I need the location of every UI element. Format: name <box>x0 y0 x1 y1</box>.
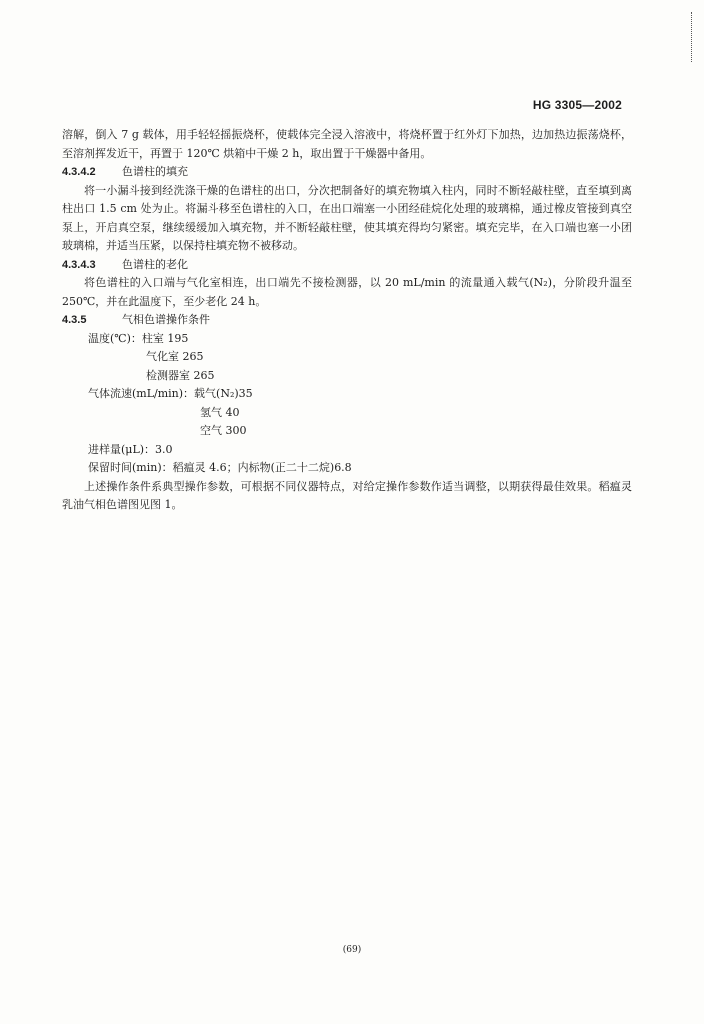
scan-edge-marks <box>689 12 692 62</box>
section-title: 色谱柱的老化 <box>122 257 188 271</box>
condition-injection-volume: 进样量(μL)：3.0 <box>88 442 173 456</box>
condition-retention-time: 保留时间(min)：稻瘟灵 4.6；内标物(正二十二烷)6.8 <box>88 461 352 474</box>
page-number: (69) <box>342 945 362 955</box>
condition-air-flow: 空气 300 <box>200 424 247 437</box>
condition-detector-temp: 检测器室 265 <box>146 368 215 382</box>
section-heading-435 <box>62 311 632 330</box>
paragraph-note: 上述操作条件系典型操作参数，可根据不同仪器特点，对给定操作参数作适当调整，以期获得最佳效果。稻瘟灵乳油气相色谱图见图 1。 <box>62 479 632 511</box>
paragraph-column-aging: 将色谱柱的入口端与气化室相连，出口端先不接检测器，以 20 mL/min 的流量通入载气(N₂)，分阶段升温至 250℃，并在此温度下，至少老化 24 h。 <box>62 276 632 308</box>
section-title: 色谱柱的填充 <box>122 165 188 178</box>
section-number: 4.3.5 <box>62 314 87 326</box>
section-number: 4.3.4.2 <box>62 166 96 178</box>
section-heading-4343 <box>62 256 632 275</box>
condition-vaporizer-temp: 气化室 265 <box>146 350 204 363</box>
standard-code: HG 3305—2002 <box>532 98 622 112</box>
condition-flow-rate: 气体流速(mL/min)：载气(N₂)35 <box>88 387 253 400</box>
paragraph-continued: 溶解，倒入 7 g 载体，用手轻轻摇振烧杯，使载体完全浸入溶液中，将烧杯置于红外灯下加热，边加热边振荡烧杯，至溶剂挥发近干，再置于 120℃ 烘箱中干燥 2 h，取出置于干燥器中备用。 <box>62 128 632 160</box>
condition-temperature: 温度(℃)：柱室 195 <box>88 331 189 345</box>
section-heading-4342 <box>62 163 632 182</box>
paragraph-column-filling: 将一小漏斗接到经洗涤干燥的色谱柱的出口，分次把制备好的填充物填入柱内，同时不断轻敲柱壁，直至填到离柱出口 1.5 cm 处为止。将漏斗移至色谱柱的入口，在出口端塞一小团经硅烷化处理的玻璃棉，通过橡皮管接到真空泵上，开启真空泵，继续缓缓加入填充物，并不断轻敲柱壁，使其填充得均匀紧密。填充完毕，在入口端也塞一小团玻璃棉，并适当压紧，以保持柱填充物不被移动。 <box>62 183 632 252</box>
document-body <box>62 126 632 515</box>
section-title: 气相色谱操作条件 <box>122 313 210 326</box>
section-number: 4.3.4.3 <box>62 258 96 271</box>
condition-hydrogen-flow: 氢气 40 <box>200 405 240 419</box>
